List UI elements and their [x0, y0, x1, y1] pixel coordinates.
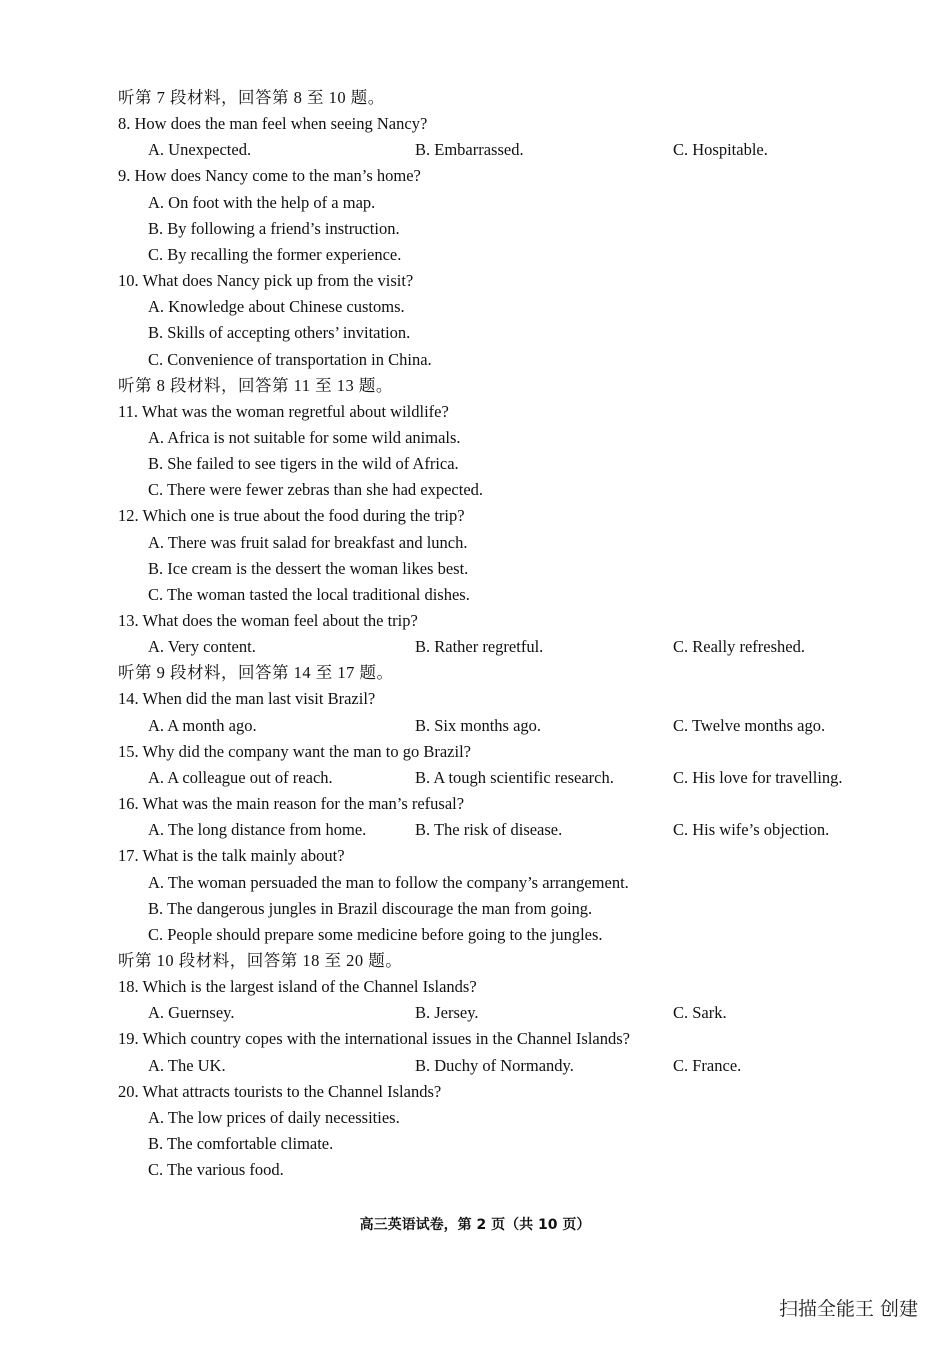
answer-option: C. His love for travelling.	[673, 767, 843, 787]
answer-option: C. Twelve months ago.	[673, 715, 826, 735]
question-text: 18. Which is the largest island of the Channel Islands?	[118, 977, 477, 997]
answer-option: B. Embarrassed.	[415, 140, 524, 160]
answer-option: A. There was fruit salad for breakfast and lunch.	[148, 532, 468, 552]
question-text: 14. When did the man last visit Brazil?	[118, 689, 376, 709]
answer-option: A. Africa is not suitable for some wild animals.	[148, 427, 461, 447]
answer-option: C. By recalling the former experience.	[148, 244, 402, 264]
answer-option: B. Skills of accepting others’ invitation.	[148, 323, 411, 343]
answer-option: A. Unexpected.	[148, 140, 252, 160]
answer-option: B. Ice cream is the dessert the woman likes best.	[148, 558, 469, 578]
answer-option: A. The woman persuaded the man to follow the company’s arrangement.	[148, 872, 629, 892]
answer-option: A. Guernsey.	[148, 1003, 235, 1023]
answer-option: C. Convenience of transportation in China.	[148, 349, 432, 369]
answer-option: C. There were fewer zebras than she had expected.	[148, 480, 484, 500]
answer-option: C. France.	[673, 1055, 742, 1075]
question-text: 17. What is the talk mainly about?	[118, 846, 345, 866]
answer-option: A. The UK.	[148, 1055, 226, 1075]
answer-option: B. The dangerous jungles in Brazil discourage the man from going.	[148, 898, 593, 918]
question-text: 12. Which one is true about the food during the trip?	[118, 506, 465, 526]
answer-option: C. His wife’s objection.	[673, 820, 830, 840]
question-text: 8. How does the man feel when seeing Nancy?	[118, 114, 428, 134]
answer-option: B. Rather regretful.	[415, 637, 544, 657]
section-heading: 听第 10 段材料，回答第 18 至 20 题。	[118, 950, 403, 970]
answer-option: B. Jersey.	[415, 1003, 479, 1023]
question-text: 20. What attracts tourists to the Channel Islands?	[118, 1081, 442, 1101]
section-heading: 听第 9 段材料，回答第 14 至 17 题。	[118, 663, 394, 683]
question-text: 19. Which country copes with the international issues in the Channel Islands?	[118, 1029, 630, 1049]
answer-option: C. People should prepare some medicine before going to the jungles.	[148, 924, 603, 944]
answer-option: C. Sark.	[673, 1003, 727, 1023]
answer-option: A. Knowledge about Chinese customs.	[148, 297, 405, 317]
answer-option: C. The various food.	[148, 1160, 284, 1180]
answer-option: A. On foot with the help of a map.	[148, 192, 376, 212]
section-heading: 听第 7 段材料，回答第 8 至 10 题。	[118, 88, 385, 107]
answer-option: B. The risk of disease.	[415, 820, 563, 840]
answer-option: A. The low prices of daily necessities.	[148, 1107, 400, 1127]
answer-option: C. Really refreshed.	[673, 637, 805, 657]
section-heading: 听第 8 段材料，回答第 11 至 13 题。	[118, 375, 393, 395]
scanner-watermark: 扫描全能王 创建	[778, 1298, 918, 1320]
answer-option: A. Very content.	[148, 637, 256, 657]
question-text: 10. What does Nancy pick up from the visit?	[118, 271, 414, 290]
answer-option: A. A colleague out of reach.	[148, 767, 333, 787]
answer-option: B. She failed to see tigers in the wild of Africa.	[148, 454, 459, 474]
answer-option: C. The woman tasted the local traditional dishes.	[148, 584, 470, 604]
answer-option: B. Duchy of Normandy.	[415, 1055, 574, 1075]
page-footer: 高三英语试卷，第 2 页（共 10 页）	[359, 1217, 591, 1233]
answer-option: B. By following a friend’s instruction.	[148, 218, 400, 238]
answer-option: A. The long distance from home.	[148, 820, 367, 840]
question-text: 15. Why did the company want the man to go Brazil?	[118, 741, 471, 761]
question-text: 11. What was the woman regretful about wildlife?	[118, 401, 449, 421]
answer-option: A. A month ago.	[148, 715, 257, 735]
answer-option: B. Six months ago.	[415, 715, 542, 735]
answer-option: C. Hospitable.	[673, 140, 768, 160]
answer-option: B. A tough scientific research.	[415, 767, 614, 787]
question-text: 16. What was the main reason for the man’s refusal?	[118, 794, 465, 813]
answer-option: B. The comfortable climate.	[148, 1134, 334, 1153]
question-text: 13. What does the woman feel about the trip?	[118, 611, 418, 630]
question-text: 9. How does Nancy come to the man’s home?	[118, 166, 421, 186]
